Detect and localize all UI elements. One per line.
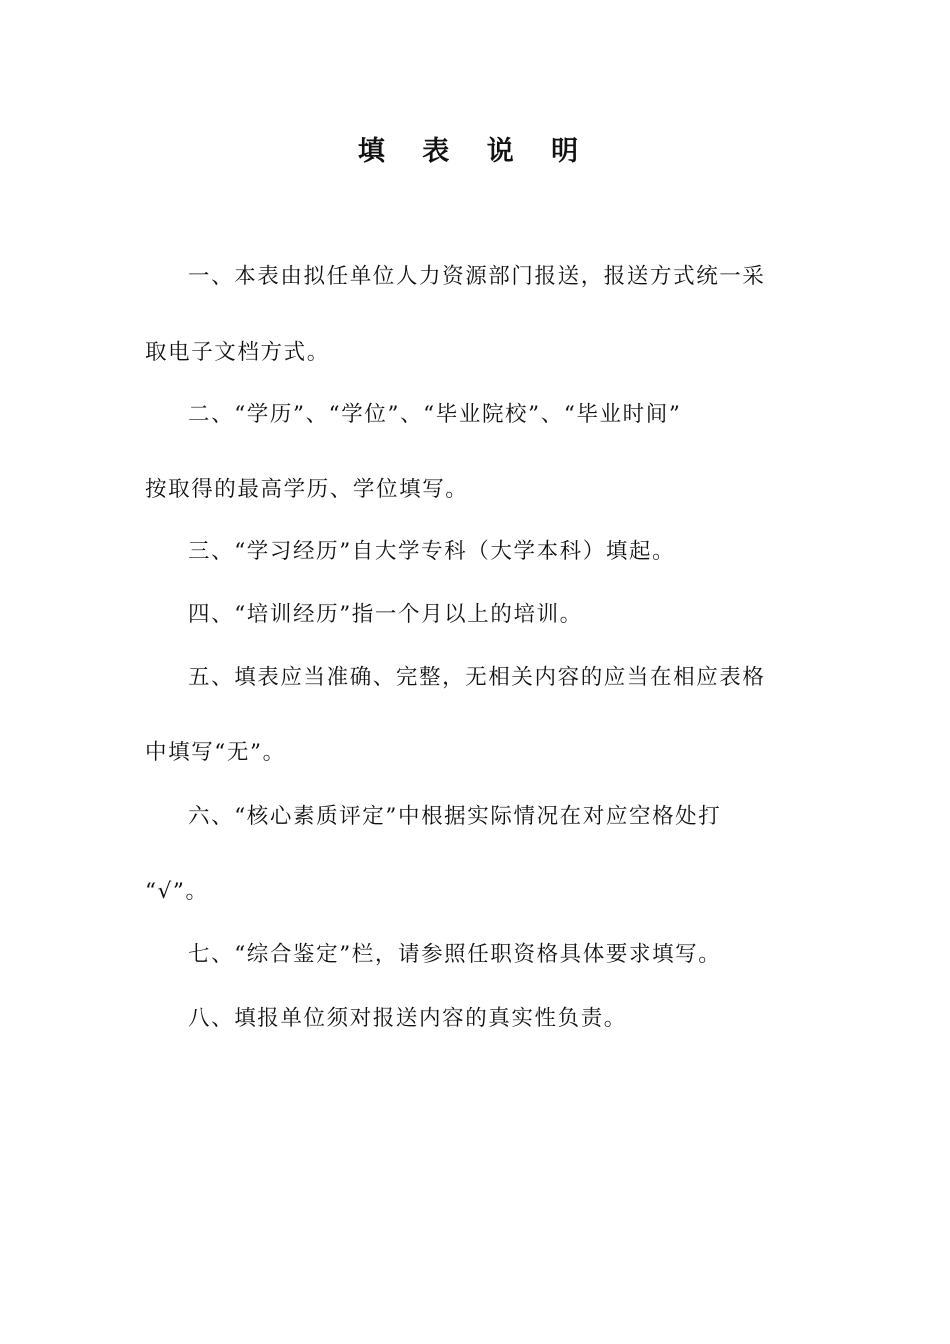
instruction-line-5: 五、填表应当准确、完整，无相关内容的应当在相应表格 bbox=[188, 665, 766, 690]
page-title: 填 表 说 明 bbox=[357, 136, 593, 167]
instruction-line-8: 八、填报单位须对报送内容的真实性负责。 bbox=[188, 1006, 627, 1031]
instruction-line-1: 一、本表由拟任单位人力资源部门报送，报送方式统一采 bbox=[188, 264, 766, 289]
instruction-line-3: 三、“学习经历”自大学专科（大学本科）填起。 bbox=[188, 539, 676, 564]
instruction-line-6-cont: “√”。 bbox=[145, 879, 209, 904]
instruction-line-7: 七、“综合鉴定”栏，请参照任职资格具体要求填写。 bbox=[188, 942, 722, 967]
instruction-line-1-cont: 取电子文档方式。 bbox=[145, 340, 330, 365]
instruction-line-2-cont: 按取得的最高学历、学位填写。 bbox=[145, 477, 469, 502]
instruction-line-5-cont: 中填写“无”。 bbox=[145, 740, 286, 765]
instruction-line-2: 二、“学历”、“学位”、“毕业院校”、“毕业时间” bbox=[188, 402, 682, 427]
instruction-line-6: 六、“核心素质评定”中根据实际情况在对应空格处打 bbox=[188, 804, 722, 829]
instruction-line-4: 四、“培训经历”指一个月以上的培训。 bbox=[188, 602, 583, 627]
